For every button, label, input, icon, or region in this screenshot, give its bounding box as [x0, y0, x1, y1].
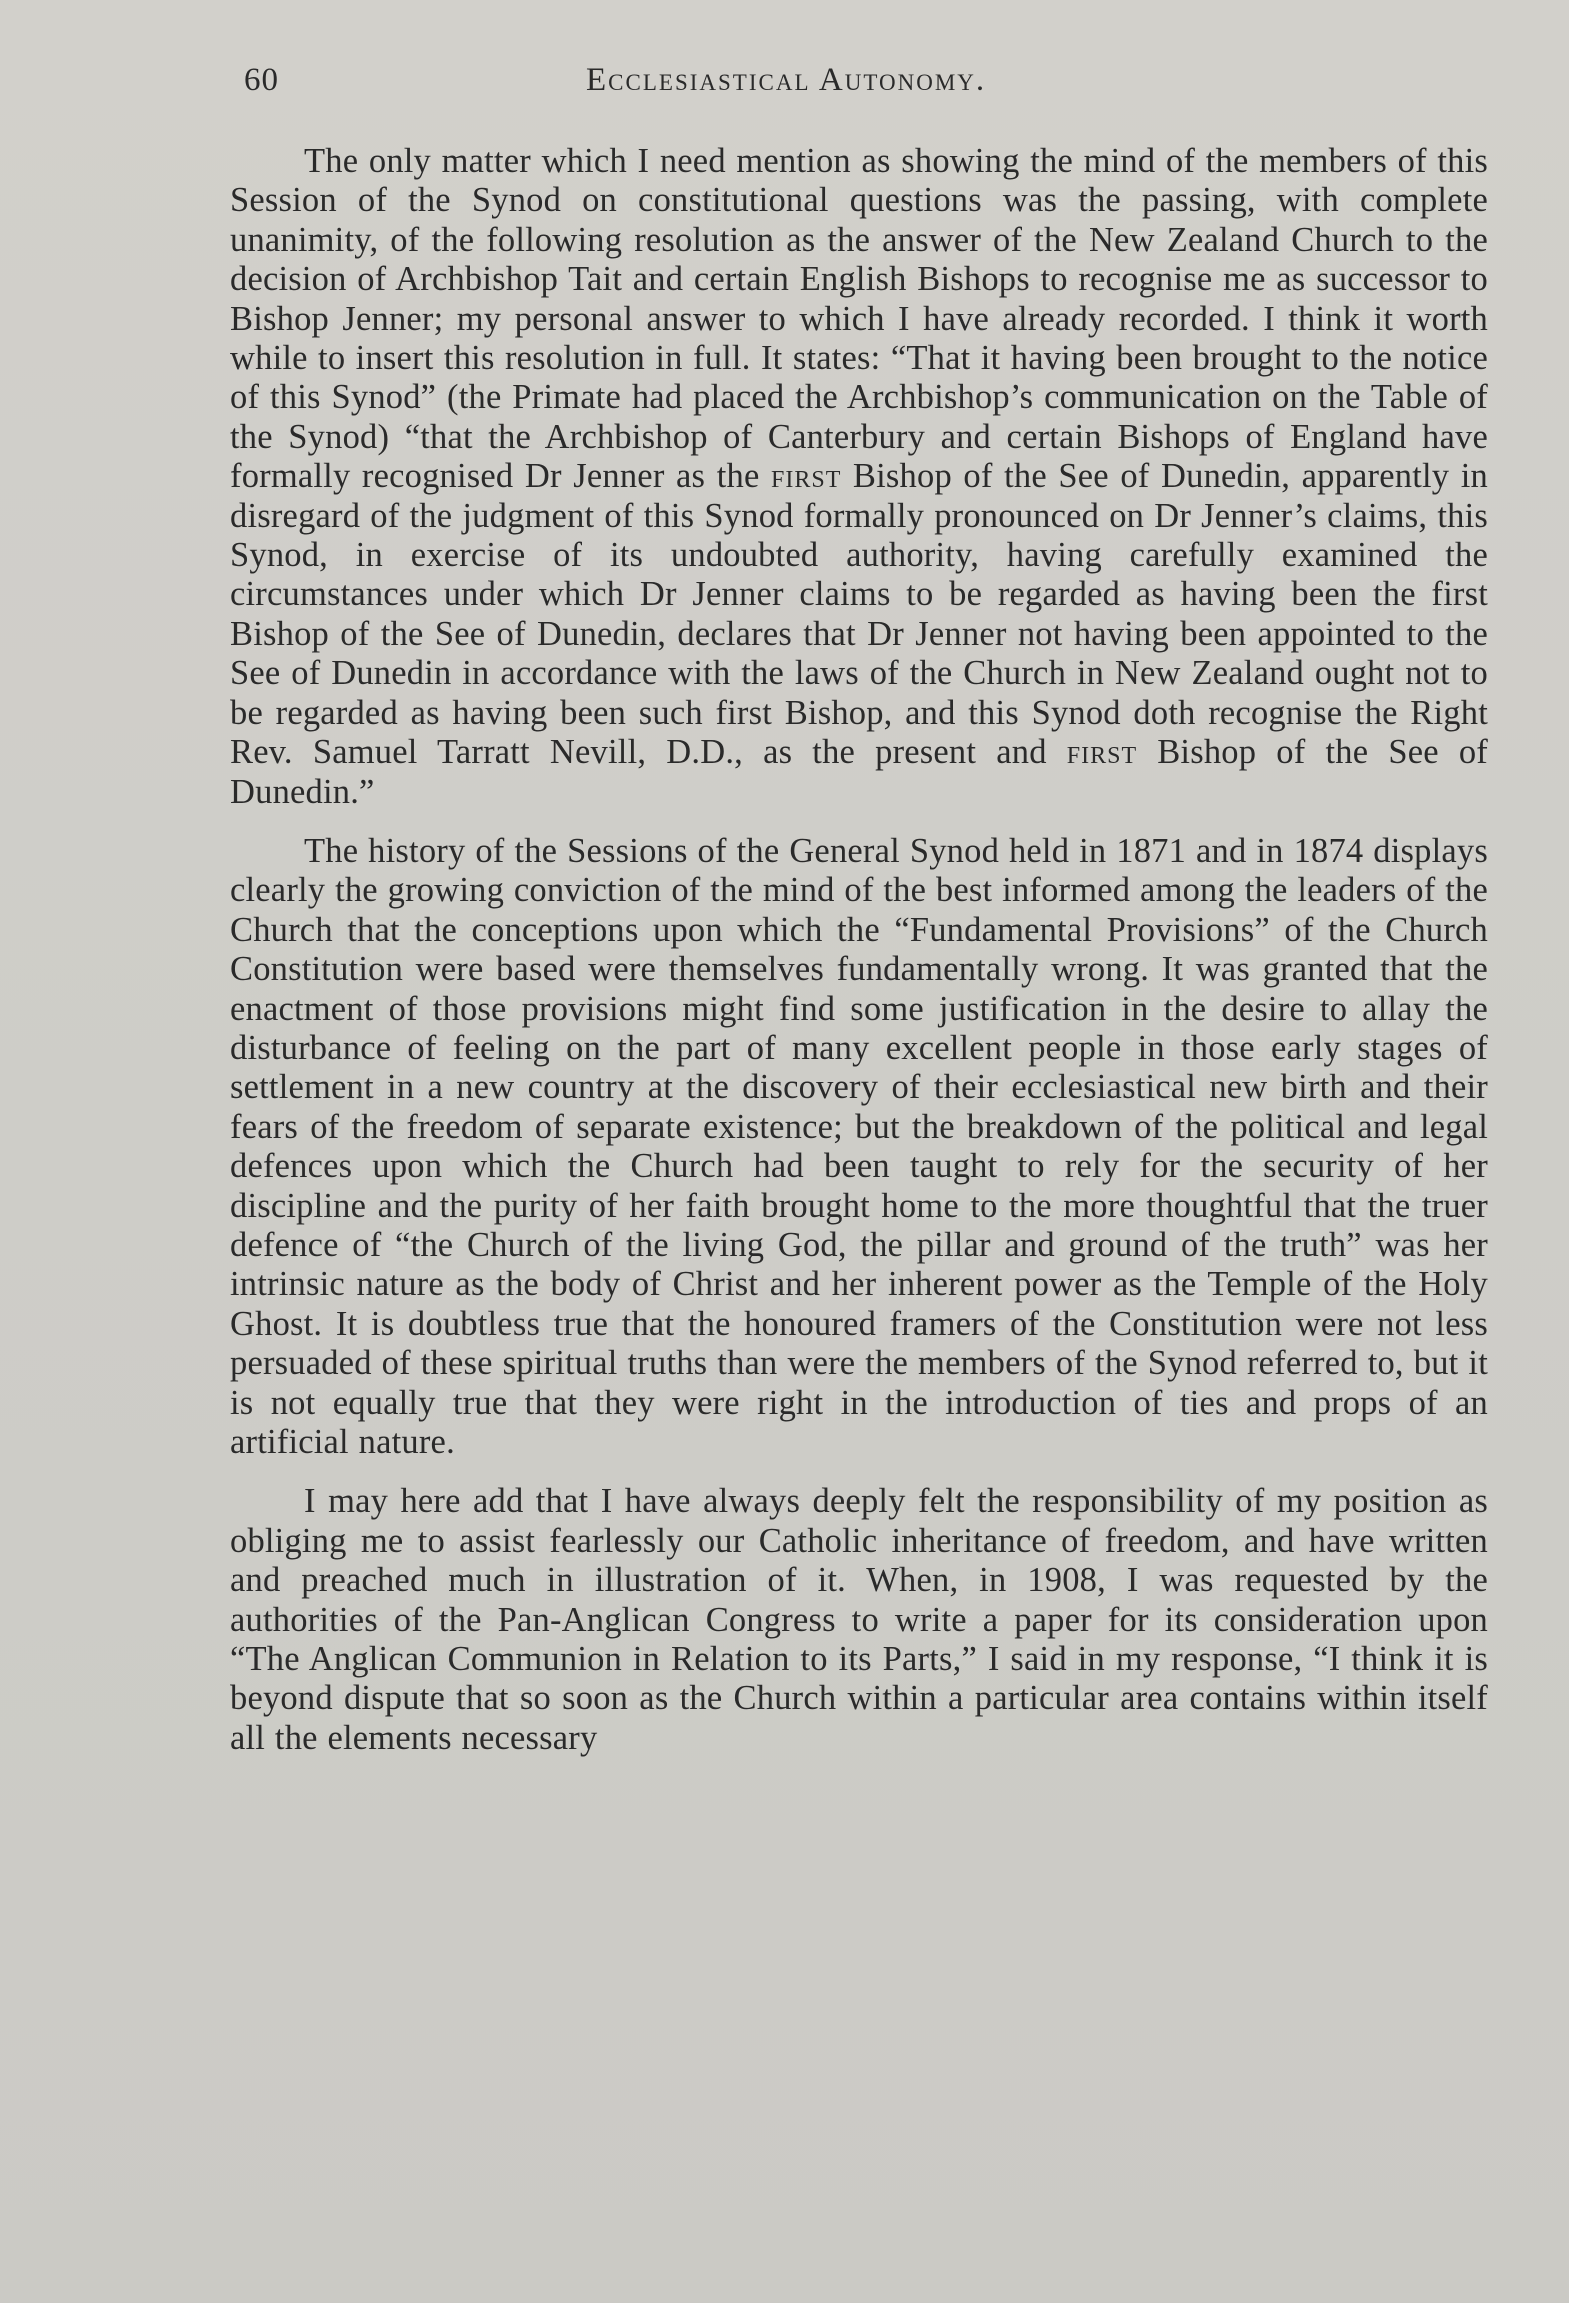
text-segment: Bishop of the See of Dunedin.” [230, 733, 1488, 811]
small-caps-first: first [1066, 733, 1138, 772]
paragraph-synod-history: The history of the Sessions of the General Synod held in 1871 and in 1874 displays clearly the growing conviction of the mind of the best informed among the leaders of the Church that the conceptions upon which the “Fundamental Provisions” of the Church Constitution were based were themselves fundamentally wrong. It was granted that the enactment of those provisions might find some justification in the desire to allay the disturbance of feeling on the part of many excellent people in those early stages of settlement in a new country at the discovery of their ecclesiastical new birth and their fears of the freedom of separate existence; but the breakdown of the political and legal defences upon which the Church had been taught to rely for the security of her discipline and the purity of her faith brought home to the more thoughtful that the truer defence of “the Church of the living God, the pillar and ground of the truth” was her intrinsic nature as the body of Christ and her inherent power as the Temple of the Holy Ghost. It is doubtless true that the honoured framers of the Constitution were not less persuaded of these spiritual truths than were the members of the Synod referred to, but it is not equally true that they were right in the introduction of ties and props of an artificial nature. [230, 831, 1488, 1461]
text-segment: Bishop of the See of Dunedin, apparently in disregard of the judgment of this Synod formally pronounced on Dr Jenner’s claims, this Synod, in exercise of its undoubted authority, having carefully examined the circumstances under which Dr Jenner claims to be regarded as having been the first Bishop of the See of Dunedin, declares that Dr Jenner not having been appointed to the See of Dunedin in accordance with the laws of the Church in New Zealand ought not to be regarded as having been such first Bishop, and this Synod doth recognise the Right Rev. Samuel Tarratt Nevill, D.D., as the present and [230, 457, 1488, 772]
text-segment: The only matter which I need mention as showing the mind of the members of this Session of the Synod on constitutional questions was the passing, with complete unanimity, of the following resolution as the answer of the New Zealand Church to the decision of Archbishop Tait and certain English Bishops to recognise me as successor to Bishop Jenner; my personal answer to which I have already recorded. I think it worth while to insert this resolution in full. It states: “That it having been brought to the notice of this Synod” (the Primate had placed the Archbishop’s communication on the Table of the Synod) “that the Archbishop of Canterbury and certain Bishops of England have formally recognised Dr Jenner as the [230, 142, 1488, 496]
paragraph-catholic-freedom: I may here add that I have always deeply felt the responsibility of my position as obliging me to assist fearlessly our Catholic inheritance of freedom, and have written and preached much in illustration of it. When, in 1908, I was requested by the authorities of the Pan-Anglican Congress to write a paper for its consideration upon “The Anglican Communion in Relation to its Parts,” I said in my response, “I think it is beyond dispute that so soon as the Church within a particular area contains within itself all the elements necessary [230, 1482, 1488, 1757]
page-number: 60 [244, 62, 279, 98]
running-title: Ecclesiastical Autonomy. [586, 62, 987, 98]
paragraph-synod-resolution [230, 142, 1488, 812]
page-header [230, 62, 1490, 112]
small-caps-first: first [771, 457, 842, 496]
page-body [230, 142, 1488, 1758]
